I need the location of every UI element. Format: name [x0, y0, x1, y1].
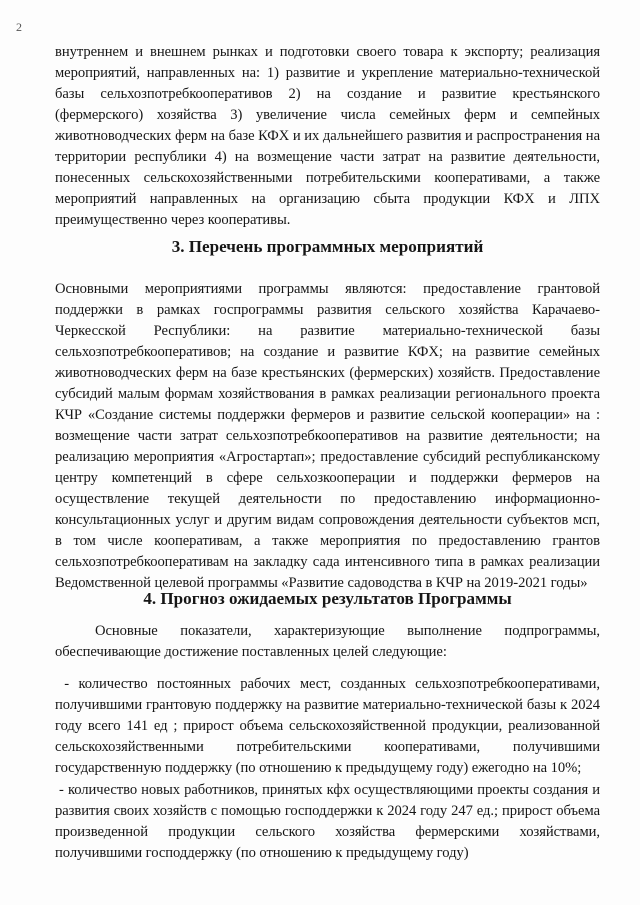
- section-4-intro: Основные показатели, характеризующие выполнение подпрограммы, обеспечивающие достижение поставленных целей следующие:: [55, 623, 600, 660]
- section-4-heading: 4. Прогноз ожидаемых результатов Программы: [143, 589, 512, 608]
- list-dash: -: [55, 782, 68, 798]
- results-list-item: [55, 780, 600, 864]
- list-dash: -: [55, 676, 79, 692]
- section-3-heading: 3. Перечень программных мероприятий: [171, 237, 484, 256]
- corner-mark: 2: [16, 20, 22, 34]
- continuation-paragraph: внутреннем и внешнем рынках и подготовки своего товара к экспорту; реализация мероприятий, направленных на: 1) развитие и укрепление материально-технической базы сельхозпотребкооперативов 2) на создание и развитие крестьянского (фермерского) хозяйства 3) увеличение числа семейных ферм и семпейных животноводческих ферм на базе КФХ и их дальнейшего развития и распространения на территории республики 4) на возмещение части затрат на развитие деятельности, понесенных сельскохозяйственными потребительскими кооперативами, а также мероприятий направленных на организацию сбыта продукции КФХ и ЛПХ преимущественно через кооперативы.: [55, 44, 600, 228]
- list-item-text: количество новых работников, принятых кфх осуществляющими проекты создания и развития своих хозяйств с помощью господдержки к 2024 году 247 ед.; прирост объема произведенной продукции сельского хозяйства фермерскими хозяйствами, получившими господдержку (по отношению к предыдущему году): [55, 782, 600, 861]
- list-item-text: количество постоянных рабочих мест, созданных сельхозпотребкооперативами, получившими грантовую поддержку на развитие материально-технической базы к 2024 году всего 141 ед ; прирост объема сельскохозяйственной продукции, реализованной сельскохозяйственными потребительскими кооперативами, получившими государственную поддержку (по отношению к предыдущему году) ежегодно на 10%;: [55, 676, 600, 776]
- results-list-item: [55, 674, 600, 779]
- section-3-body: Основными мероприятиями программы являются: предоставление грантовой поддержки в рамках госпрограммы развития сельского хозяйства Карачаево-Черкесской Республики: на развитие материально-технической базы сельхозпотребкооперативов; на создание и развитие КФХ; на развитие семейных животноводческих ферм на базе крестьянских (фермерских) хозяйств. Предоставление субсидий малым формам хозяйствования в рамках реализации регионального проекта КЧР «Создание системы поддержки фермеров и развитие сельской кооперации» на : возмещение части затрат сельхозпотребкооперативов на развитие деятельности; на реализацию мероприятия «Агростартап»; предоставление субсидий республиканскому центру компетенций в сфере сельхозкооперации и поддержки фермеров на осуществление текущей деятельности по предоставлению информационно-консультационных услуг и другим видам сопровождения деятельности субъектов мсп, в том числе кооперативам, а также мероприятия по предоставлению грантов сельхозпотребкооперативам на закладку сада интенсивного типа в рамках реализации Ведомственной целевой программы «Развитие садоводства в КЧР на 2019-2021 годы»: [55, 281, 600, 591]
